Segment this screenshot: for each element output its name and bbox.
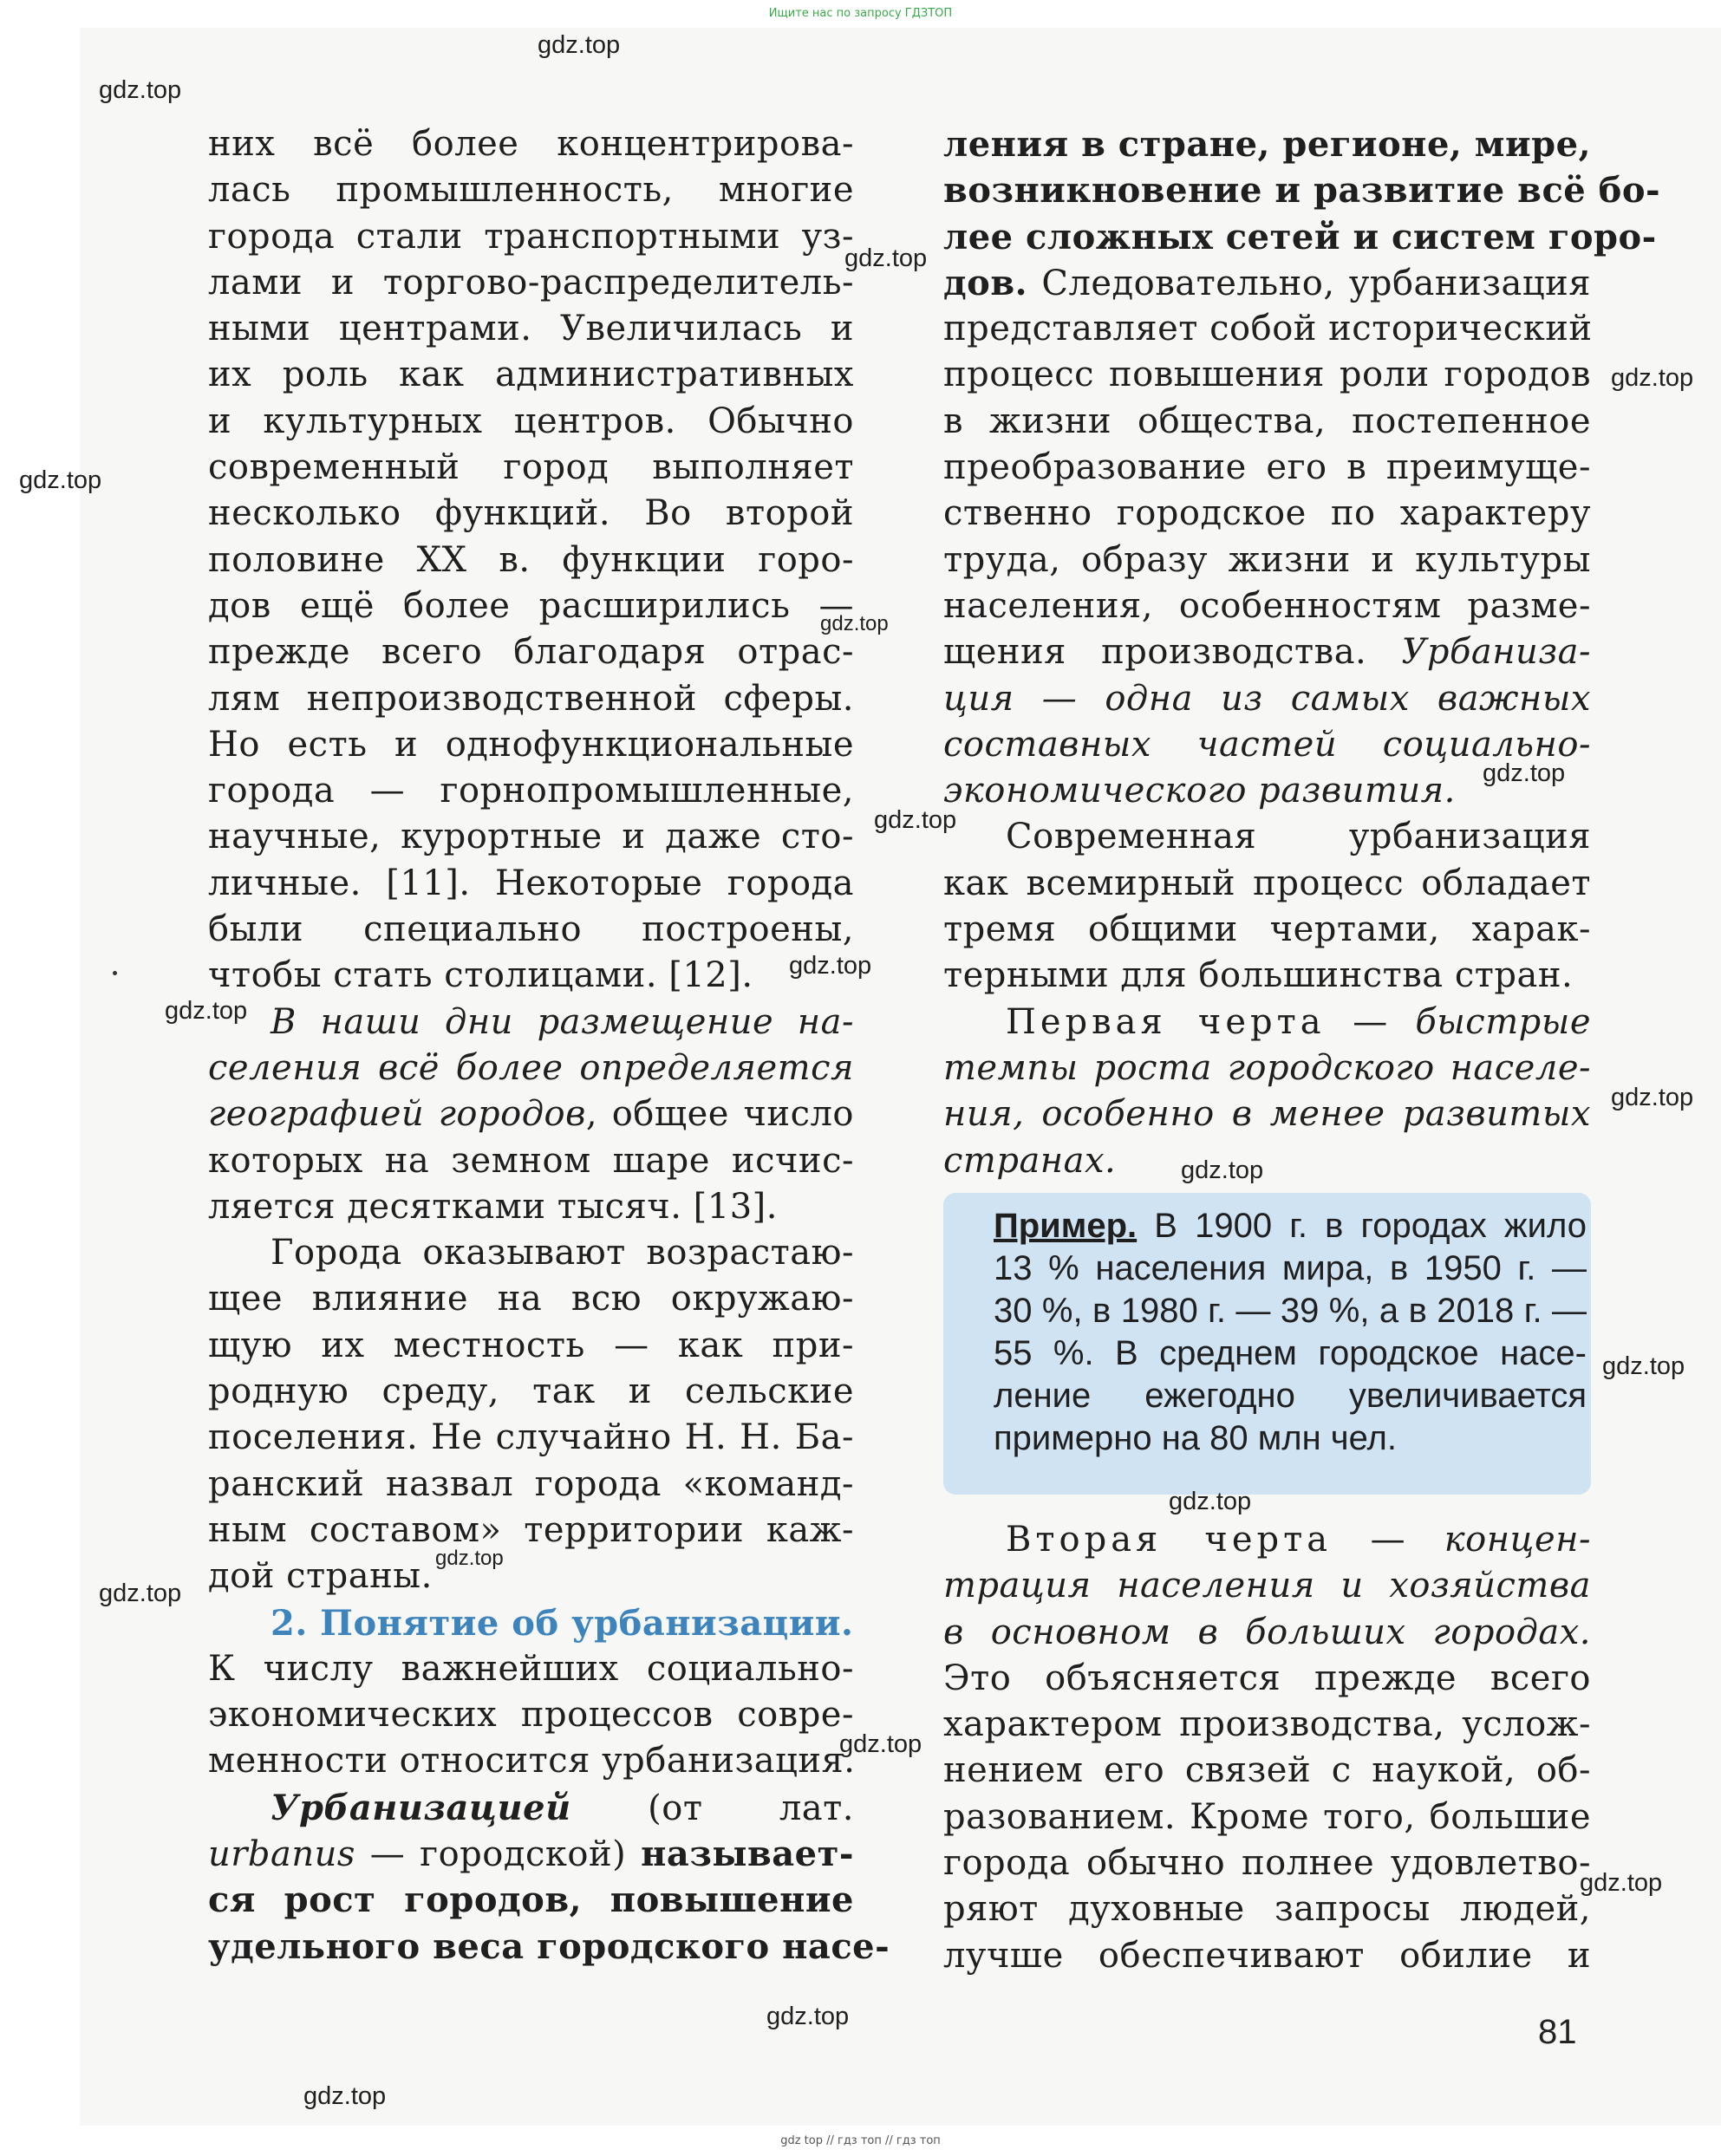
text-line: экономических процессов совре-: [208, 1695, 854, 1736]
text-line: преобразование его в преимуще-: [943, 447, 1591, 488]
ink-dot: [113, 971, 117, 975]
text-line: города — горнопромышленные,: [208, 771, 854, 811]
bold-text: удельного веса городского насе-: [208, 1925, 890, 1967]
text-line: которых на земном шаре исчис-: [208, 1140, 854, 1181]
text-line: терными для большинства стран.: [943, 955, 1574, 996]
example-text: [994, 1205, 1587, 1460]
text-line: современный город выполняет: [208, 447, 854, 488]
text-line: [208, 1091, 854, 1137]
watermark: gdz.top: [303, 2082, 387, 2110]
text-line: родную среду, так и сельские: [208, 1371, 854, 1412]
text-line: прежде всего благодаря отрас-: [208, 632, 854, 673]
text-line: ным составом» территории каж-: [208, 1509, 854, 1550]
latin-word: urbanus: [208, 1834, 355, 1874]
example-label: Пример.: [994, 1207, 1138, 1245]
watermark: gdz.top: [1181, 1156, 1264, 1184]
text-line: 13 % населения мира, в 1950 г. —: [994, 1249, 1587, 1287]
watermark: gdz.top: [538, 31, 621, 59]
right-column-lower: [943, 1517, 1591, 1979]
text-line: Это объясняется прежде всего: [943, 1658, 1591, 1698]
watermark: gdz.top: [99, 1580, 182, 1607]
text-line: города стали транспортными уз-: [208, 216, 854, 257]
text-line: менности относится урбанизация.: [208, 1741, 856, 1781]
text-line: примерно на 80 млн чел.: [994, 1419, 1397, 1457]
text-line: [943, 167, 1661, 213]
italic-text: ния, особенно в менее развитых: [943, 1094, 1591, 1135]
watermark: gdz.top: [19, 466, 102, 494]
text-span: —: [1332, 1520, 1444, 1560]
bold-text: называет-: [641, 1833, 854, 1874]
text-line: и культурных центров. Обычно: [208, 401, 854, 441]
bottom-banner: gdz top // гдз топ // гдз топ: [780, 2134, 941, 2147]
text-line: дой страны.: [208, 1556, 433, 1597]
text-span: , общее число: [585, 1094, 854, 1135]
text-line: К числу важнейших социально-: [208, 1648, 854, 1689]
text-line: [994, 1205, 1587, 1247]
watermark: gdz.top: [839, 1730, 922, 1758]
text-line: Города оказывают возрастаю-: [271, 1233, 854, 1273]
text-line: Но есть и однофункциональные: [208, 724, 854, 765]
text-line: ляется десятками тысяч. [13].: [208, 1186, 778, 1227]
text-span: щения производства.: [943, 632, 1402, 673]
text-line: [208, 1877, 854, 1923]
spaced-text: Вторая черта: [1006, 1520, 1333, 1560]
italic-text: экономического развития.: [943, 771, 1456, 811]
watermark: gdz.top: [789, 952, 872, 980]
text-line: несколько функций. Во второй: [208, 493, 854, 534]
text-line: [943, 1517, 1591, 1563]
watermark: gdz.top: [1602, 1352, 1685, 1380]
text-line: процесс повышения роли городов: [943, 355, 1591, 395]
section-title: 2. Понятие об урбанизации.: [271, 1602, 854, 1644]
text-line: [943, 629, 1591, 675]
text-line: характером производства, услож-: [943, 1704, 1591, 1745]
text-line: 55 %. В среднем городское насе-: [994, 1334, 1587, 1372]
text-line: представляет собой исторический: [943, 309, 1593, 349]
text-line: лучше обеспечивают обилие и: [943, 1935, 1591, 1976]
text-line: разованием. Кроме того, большие: [943, 1796, 1591, 1837]
text-line: щую их местность — как при-: [208, 1325, 854, 1365]
bold-text: ления в стране, регионе, мире,: [943, 124, 1592, 165]
italic-text: в основном в больших городах.: [943, 1612, 1591, 1652]
watermark: gdz.top: [1580, 1869, 1663, 1897]
spaced-text: Первая черта: [1006, 1001, 1326, 1042]
watermark: gdz.top: [766, 2003, 850, 2030]
text-line: ственно городское по характеру: [943, 493, 1591, 534]
top-banner: Ищите нас по запросу ГДЗТОП: [768, 7, 953, 20]
text-span: Следовательно, урбанизация: [1027, 263, 1591, 303]
text-line: как всемирный процесс обладает: [943, 863, 1591, 903]
text-line: ранский назвал города «команд-: [208, 1463, 854, 1504]
watermark: gdz.top: [1483, 759, 1566, 787]
text-line: 30 %, в 1980 г. — 39 %, а в 2018 г. —: [994, 1292, 1587, 1330]
watermark: gdz.top: [165, 997, 248, 1025]
text-line: лами и торгово-распределитель-: [208, 262, 854, 303]
italic-text: странах.: [943, 1140, 1117, 1181]
text-line: [943, 214, 1657, 260]
text-line: них всё более концентрирова-: [208, 124, 854, 164]
watermark: gdz.top: [99, 76, 182, 104]
text-line: [943, 1000, 1591, 1045]
italic-text: быстрые: [1415, 1001, 1591, 1042]
watermark: gdz.top: [1611, 1084, 1694, 1111]
text-line: [943, 1563, 1591, 1609]
text-line: их роль как административных: [208, 355, 854, 395]
text-line: [208, 1831, 854, 1877]
bold-text: возникновение и развитие всё бо-: [943, 170, 1661, 212]
text-line: тремя общими чертами, харак-: [943, 909, 1591, 950]
text-line: щее влияние на всю окружаю-: [208, 1279, 854, 1319]
text-span: — городской): [355, 1834, 642, 1874]
text-line: чтобы стать столицами. [12].: [208, 955, 753, 996]
text-line: лась промышленность, многие: [208, 170, 854, 211]
italic-text: географией городов: [208, 1094, 586, 1135]
italic-text: концен-: [1444, 1520, 1591, 1560]
text-line: в жизни общества, постепенное: [943, 401, 1591, 441]
bold-text: дов.: [943, 262, 1028, 303]
italic-text: селения всё более определяется: [208, 1047, 854, 1088]
text-line: [943, 260, 1591, 306]
text-line: [208, 1785, 854, 1831]
italic-text: Урбаниза-: [1401, 632, 1591, 673]
text-line: города обычно полнее удовлетво-: [943, 1843, 1591, 1884]
watermark: gdz.top: [820, 612, 889, 635]
bold-text: ся рост городов, повышение: [208, 1879, 854, 1921]
text-line: [943, 1091, 1591, 1137]
text-line: [943, 1610, 1591, 1656]
text-line: нением его связей с наукой, об-: [943, 1750, 1591, 1791]
text-line: [208, 1000, 854, 1045]
text-line: [943, 1138, 1591, 1184]
watermark: gdz.top: [1611, 364, 1694, 392]
text-line: Современная урбанизация: [1006, 817, 1591, 857]
text-line: лям непроизводственной сферы.: [208, 678, 854, 719]
watermark: gdz.top: [1169, 1488, 1252, 1515]
italic-text: трация населения и хозяйства: [943, 1566, 1591, 1606]
text-line: половине XX в. функции горо-: [208, 539, 854, 580]
watermark: gdz.top: [435, 1547, 504, 1570]
watermark: gdz.top: [844, 244, 928, 272]
italic-text: ция — одна из самых важных: [943, 678, 1591, 719]
term: Урбанизацией: [271, 1787, 571, 1828]
text-line: ряют духовные запросы людей,: [943, 1889, 1591, 1930]
page-number: 81: [1538, 2013, 1577, 2051]
text-line: [943, 1045, 1591, 1091]
text-line: [208, 1924, 890, 1970]
text-line: дов ещё более расширились —: [208, 585, 854, 626]
text-span: —: [1325, 1001, 1416, 1042]
italic-text: темпы роста городского населе-: [943, 1047, 1591, 1088]
text-line: поселения. Не случайно Н. Н. Ба-: [208, 1417, 854, 1458]
text-line: [208, 1045, 854, 1091]
text-span: В 1900 г. в городах жило: [1137, 1207, 1587, 1245]
bold-text: лее сложных сетей и систем горо-: [943, 216, 1657, 257]
italic-text: В наши дни размещение на-: [271, 1001, 854, 1042]
text-line: личные. [11]. Некоторые города: [208, 863, 854, 903]
text-line: [943, 676, 1591, 722]
watermark: gdz.top: [874, 806, 957, 834]
text-line: [943, 121, 1591, 167]
text-line: ными центрами. Увеличилась и: [208, 309, 854, 349]
italic-text: составных частей социально-: [943, 724, 1591, 765]
text-line: научные, курортные и даже сто-: [208, 817, 854, 857]
text-line: населения, особенностям разме-: [943, 585, 1591, 626]
text-span: (от лат.: [648, 1788, 854, 1828]
text-line: ление ежегодно увеличивается: [994, 1377, 1587, 1415]
text-line: были специально построены,: [208, 909, 854, 950]
text-line: труда, образу жизни и культуры: [943, 539, 1591, 580]
